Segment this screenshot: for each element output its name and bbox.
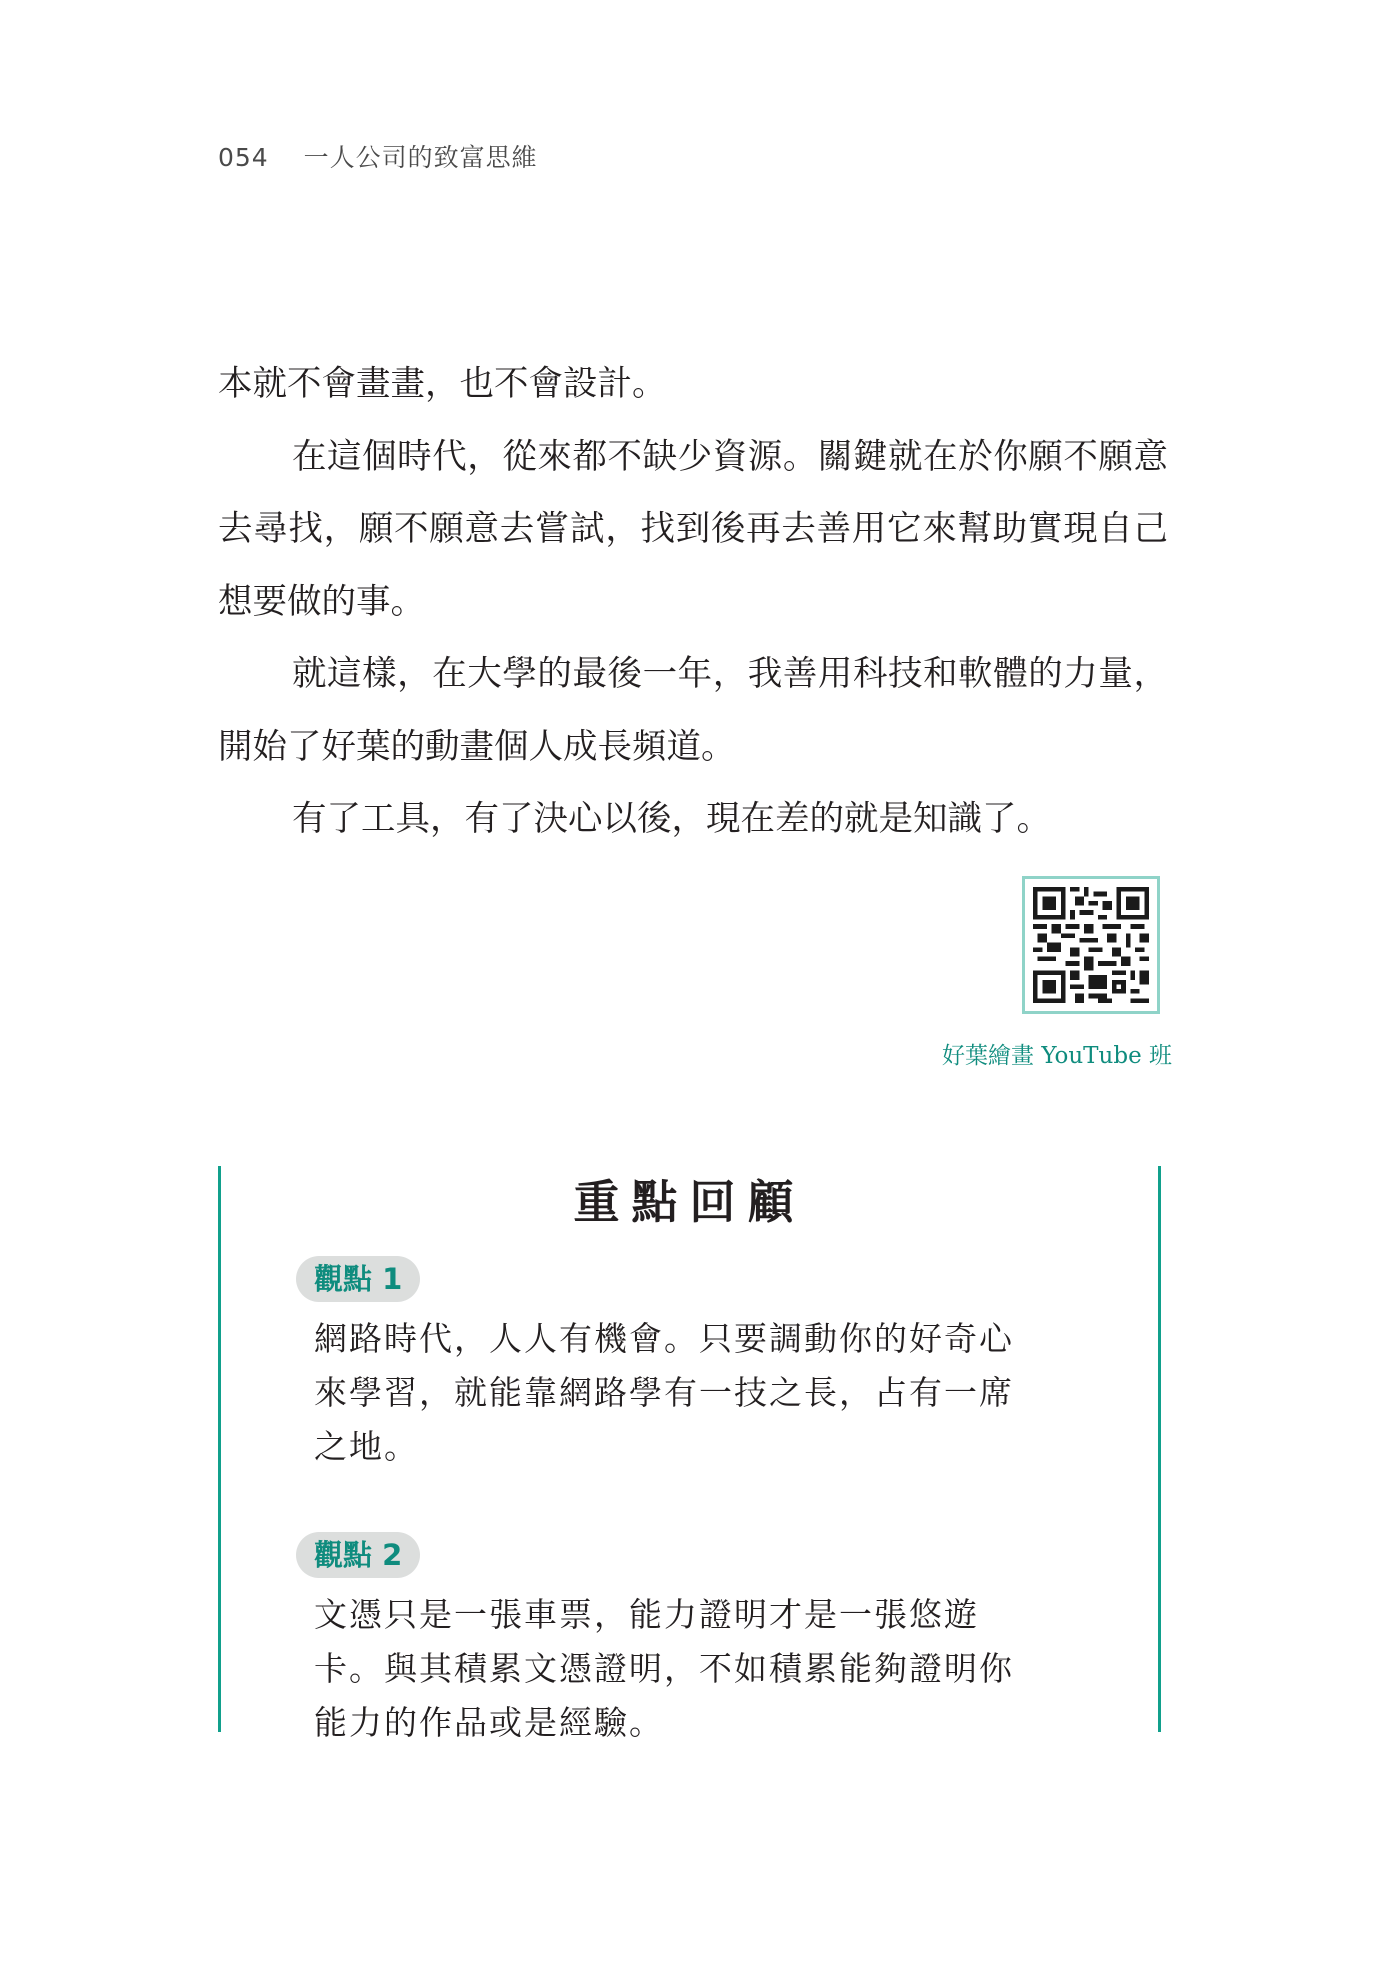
body-text — [218, 348, 1168, 856]
qr-code-icon — [1033, 887, 1149, 1003]
paragraph: 有了工具，有了決心以後，現在差的就是知識了。 — [292, 799, 1051, 839]
point-text-2 — [314, 1588, 1086, 1750]
qr-caption: 好葉繪畫 YouTube 班 — [942, 1043, 1172, 1069]
point-line: 卡。與其積累文憑證明，不如積累能夠證明你 — [314, 1649, 1014, 1688]
point-line: 網路時代，人人有機會。只要調動你的好奇心 — [314, 1319, 1014, 1358]
paragraph: 就這樣，在大學的最後一年，我善用科技和軟體的力量，開始了好葉的動畫個人成長頻道。 — [218, 654, 1168, 767]
paragraph: 本就不會畫畫，也不會設計。 — [218, 364, 667, 404]
page-number: 054 — [218, 143, 269, 172]
right-rule — [1158, 1166, 1161, 1732]
point-line: 文憑只是一張車票，能力證明才是一張悠遊 — [314, 1595, 979, 1634]
point-line: 之地。 — [314, 1427, 419, 1466]
review-title: 重點回顧 — [573, 1175, 806, 1229]
left-rule — [218, 1166, 221, 1732]
point-line: 能力的作品或是經驗。 — [314, 1703, 664, 1742]
point-line: 來學習，就能靠網路學有一技之長，占有一席 — [314, 1373, 1014, 1412]
running-header — [218, 138, 538, 174]
point-text-1 — [314, 1312, 1086, 1474]
point-badge-2: 觀點 2 — [296, 1532, 420, 1578]
book-title: 一人公司的致富思維 — [303, 143, 538, 172]
paragraph: 在這個時代，從來都不缺少資源。關鍵就在於你願不願意去尋找，願不願意去嘗試，找到後再去善用它來幫助實現自己想要做的事。 — [218, 436, 1168, 622]
qr-code — [1022, 876, 1160, 1014]
point-badge-1: 觀點 1 — [296, 1256, 420, 1302]
review-box — [218, 1166, 1161, 1742]
